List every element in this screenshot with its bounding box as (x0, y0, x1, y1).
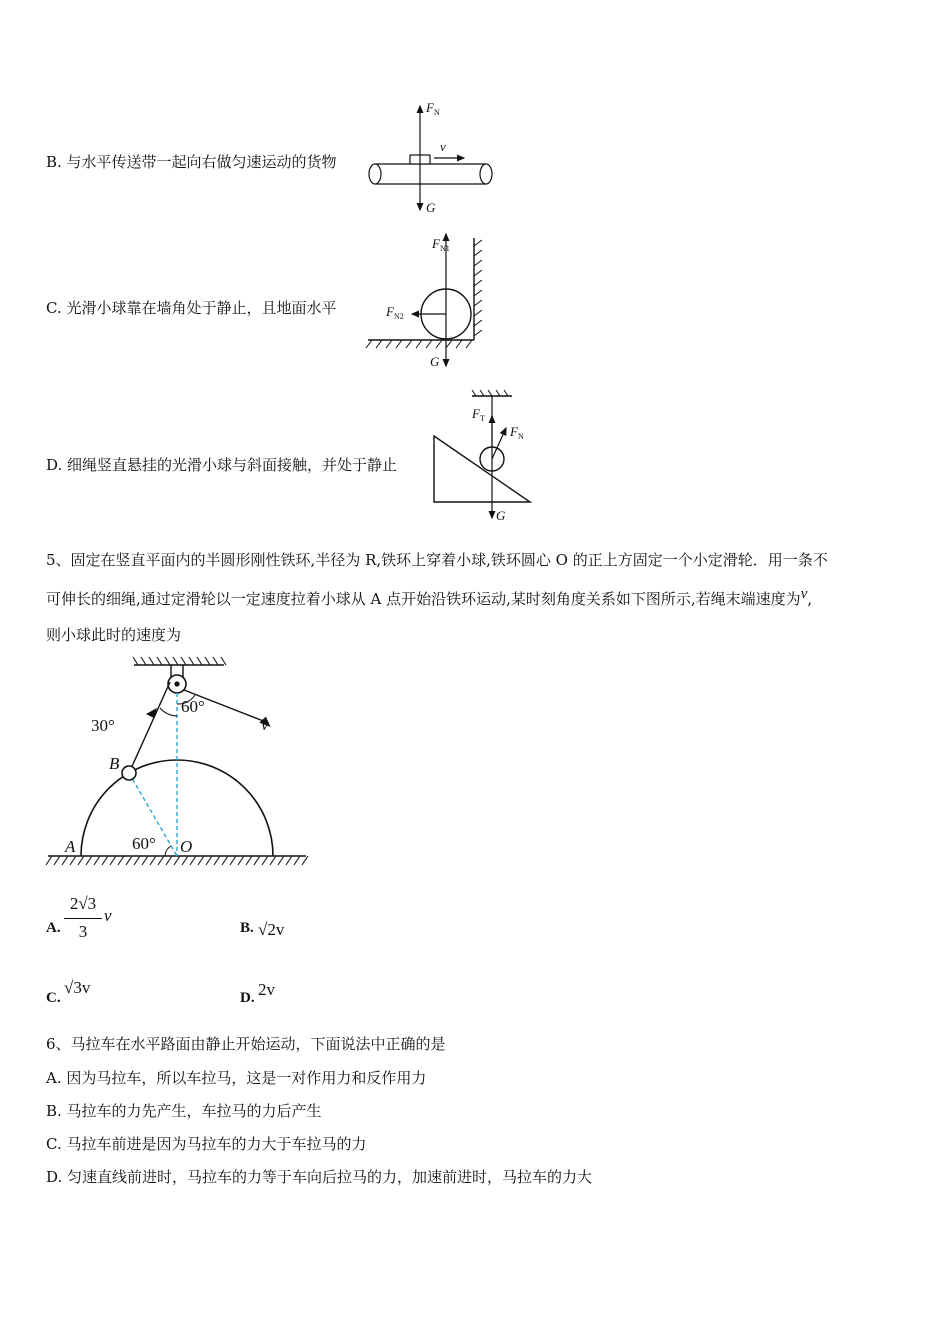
q4-figure-c-ball-corner (366, 232, 496, 372)
q5-stem-line2: 可伸长的细绳,通过定滑轮以一定速度拉着小球从 A 点开始沿铁环运动,某时刻角度关系如下图所示,若绳末端速度为v, (46, 586, 813, 608)
q6-stem: 6、马拉车在水平路面由静止开始运动，下面说法中正确的是 (46, 1035, 446, 1053)
svg-text:v: v (261, 715, 269, 734)
q5-figure-semicircle-pulley (40, 650, 320, 875)
q5-option-a-denominator: 3 (78, 922, 88, 941)
ball-b (122, 766, 136, 780)
svg-text:30°: 30° (91, 716, 115, 735)
q5-option-d-label: D. (240, 990, 255, 1006)
q5-option-a-numerator: 2√3 (69, 894, 97, 913)
q5-stem-line1: 5、固定在竖直平面内的半圆形刚性铁环,半径为 R,铁环上穿着小球,铁环圆心 O 的正上方固定一个小定滑轮．用一条不 (46, 551, 828, 569)
v-label: v (440, 139, 446, 154)
svg-text:FN2: $F_{N2}$ (386, 304, 404, 321)
q5-option-a-v: v (104, 906, 112, 925)
q5-option-c-label: C. (46, 990, 61, 1006)
svg-text:FN1: $F_{N1}$ (432, 236, 450, 253)
svg-text:60°: 60° (181, 697, 205, 716)
g-label: G (426, 200, 436, 215)
svg-text:FT: $F_T$ (472, 406, 485, 423)
q4-option-d-text: D. 细绳竖直悬挂的光滑小球与斜面接触，并处于静止 (46, 456, 398, 474)
q5-option-c-expr: √3v (64, 978, 91, 997)
svg-text:60°: 60° (132, 834, 156, 853)
svg-text:G: G (496, 508, 506, 523)
q5-option-a-label: A. (46, 920, 61, 936)
q5-option-b-label: B. (240, 920, 254, 936)
q6-option-b: B. 马拉车的力先产生，车拉马的力后产生 (46, 1102, 322, 1120)
roller-right (480, 164, 492, 184)
q5-stem-line3: 则小球此时的速度为 (46, 626, 182, 644)
q4-figure-b-conveyor (360, 98, 500, 218)
q6-option-c: C. 马拉车前进是因为马拉车的力大于车拉马的力 (46, 1135, 367, 1153)
svg-text:O: O (180, 837, 193, 856)
q5-option-b-expr: √2v (258, 920, 285, 939)
q5-option-d-expr: 2v (258, 980, 275, 999)
q5-option-a-fraction-bar (64, 918, 102, 919)
q4-option-b-text: B. 与水平传送带一起向右做匀速运动的货物 (46, 153, 337, 171)
roller-left (369, 164, 381, 184)
q4-option-c-text: C. 光滑小球靠在墙角处于静止，且地面水平 (46, 299, 337, 317)
fn-label: $F_N$ (426, 100, 440, 117)
q6-option-a: A. 因为马拉车，所以车拉马，这是一对作用力和反作用力 (46, 1069, 427, 1087)
svg-text:FN: $F_N$ (510, 424, 524, 441)
q6-option-d: D. 匀速直线前进时，马拉车的力等于车向后拉马的力，加速前进时，马拉车的力大 (46, 1168, 593, 1186)
svg-text:G: G (430, 354, 440, 369)
svg-text:A: A (65, 837, 76, 856)
svg-text:B: B (109, 754, 120, 773)
q4-figure-d-ball-incline (432, 390, 542, 526)
